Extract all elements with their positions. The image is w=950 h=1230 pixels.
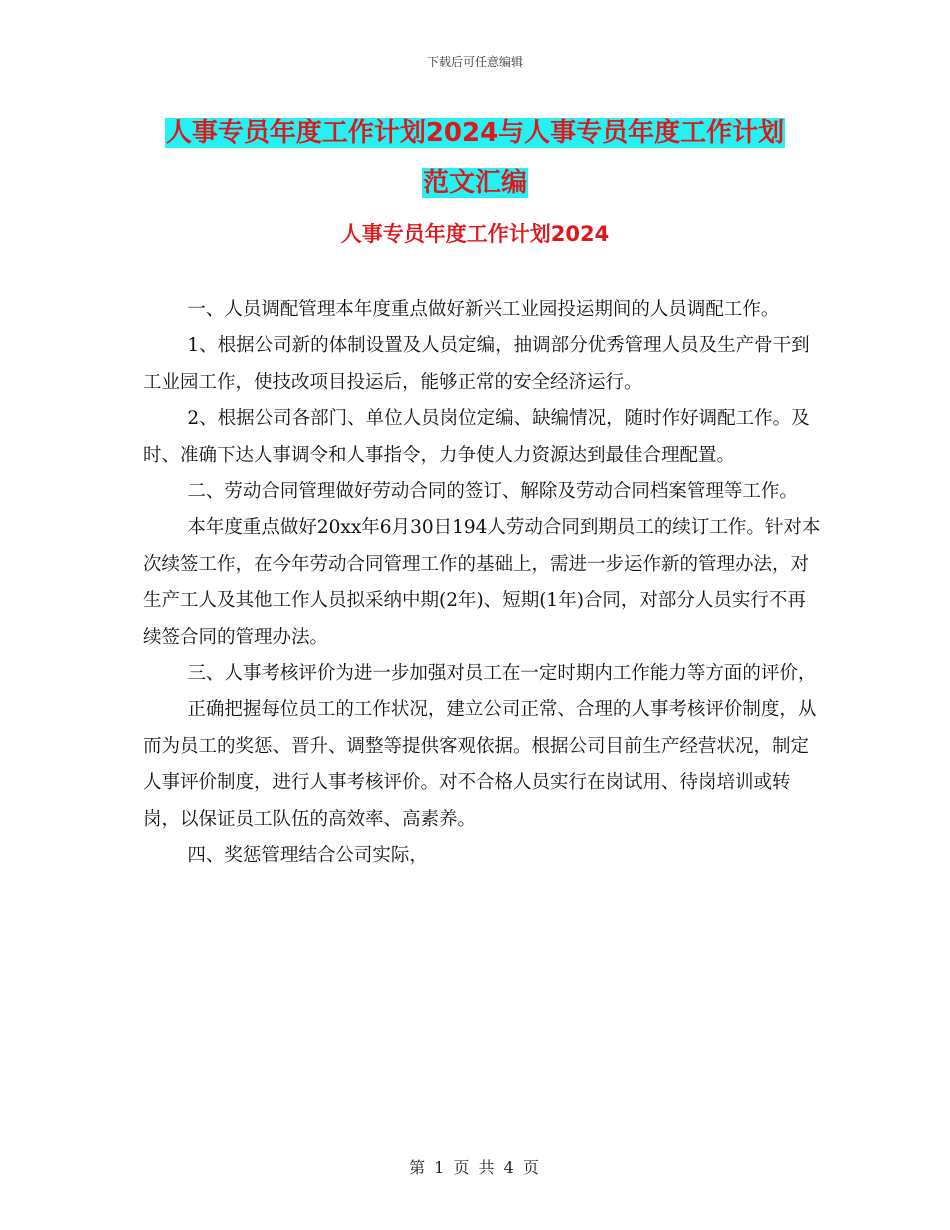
paragraph: 正确把握每位员工的工作状况，建立公司正常、合理的人事考核评价制度，从而为员工的奖惩、晋升、调整等提供客观依据。根据公司目前生产经营状况，制定人事评价制度，进行人事考核评价。对不合格人员实行在岗试用、待岗培训或转岗，以保证员工队伍的高效率、高素养。 xyxy=(143,699,817,830)
section-title: 人事专员年度工作计划2024 xyxy=(340,222,610,246)
paragraph: 一、人员调配管理本年度重点做好新兴工业园投运期间的人员调配工作。 xyxy=(187,299,780,320)
paragraph: 四、奖惩管理结合公司实际， xyxy=(187,845,428,867)
paragraph: 二、劳动合同管理做好劳动合同的签订、解除及劳动合同档案管理等工作。 xyxy=(187,481,798,503)
page-header-note: 下载后可任意编辑 xyxy=(426,55,523,69)
page-footer: 第 1 页 共 4 页 xyxy=(409,1158,541,1177)
document-body xyxy=(143,292,823,875)
paragraph: 1、根据公司新的体制设置及人员定编，抽调部分优秀管理人员及生产骨干到工业园工作，使技改项目投运后，能够正常的安全经济运行。 xyxy=(143,335,810,393)
document-title xyxy=(0,108,950,208)
document-title-line2: 范文汇编 xyxy=(422,168,527,198)
paragraph: 本年度重点做好20xx年6月30日194人劳动合同到期员工的续订工作。针对本次续签工作，在今年劳动合同管理工作的基础上，需进一步运作新的管理办法，对生产工人及其他工作人员拟采纳中期(2年)、短期(1年)合同，对部分人员实行不再续签合同的管理办法。 xyxy=(143,517,821,648)
paragraph: 2、根据公司各部门、单位人员岗位定编、缺编情况，随时作好调配工作。及时、准确下达人事调令和人事指令，力争使人力资源达到最佳合理配置。 xyxy=(143,408,810,466)
paragraph: 三、人事考核评价为进一步加强对员工在一定时期内工作能力等方面的评价， xyxy=(187,663,817,685)
document-title-line1: 人事专员年度工作计划2024与人事专员年度工作计划 xyxy=(165,118,785,148)
